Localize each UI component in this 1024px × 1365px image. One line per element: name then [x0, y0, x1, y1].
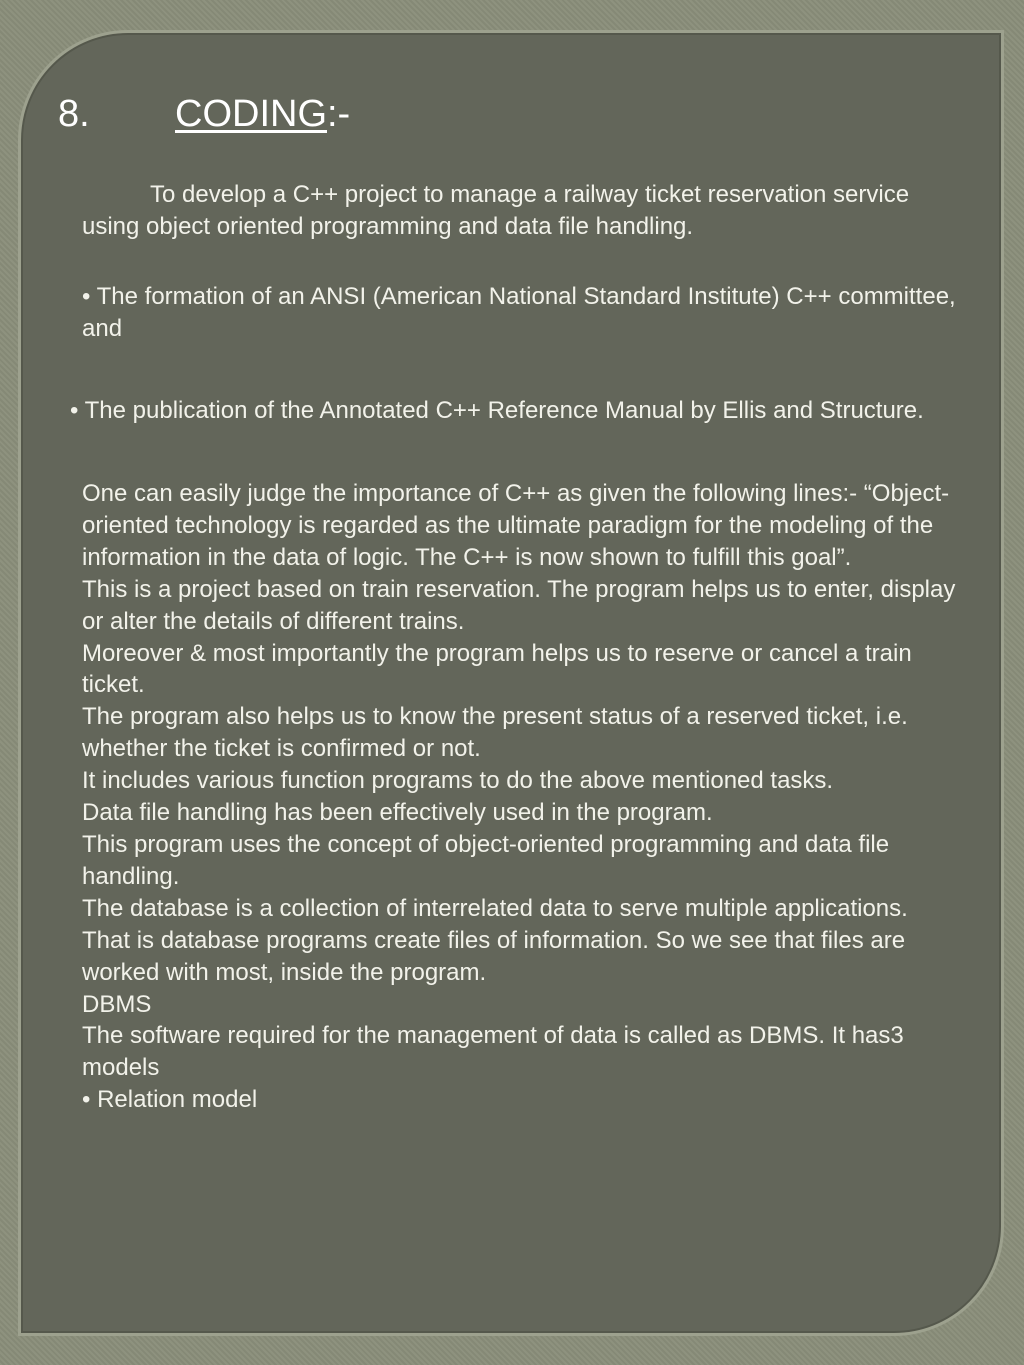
body-line-database: The database is a collection of interrelated data to serve multiple applications. That is database programs create files of information. So we see that files are worked with most, inside the program. — [82, 894, 908, 986]
slide-number: 8. — [58, 93, 90, 135]
body-text — [82, 478, 962, 1116]
body-line-relation-model: • Relation model — [82, 1086, 258, 1114]
body-line-reserve: Moreover & most importantly the program helps us to reserve or cancel a train ticket. — [82, 639, 912, 699]
body-line-oop-concept: This program uses the concept of object-oriented programming and data file handling. — [82, 830, 890, 890]
body-line-file-handling: Data file handling has been effectively used in the program. — [82, 799, 713, 827]
title-word: CODING — [175, 93, 327, 135]
bullet-ansi-committee: • The formation of an ANSI (American National Standard Institute) C++ committee, and — [82, 283, 956, 342]
title-suffix: :- — [327, 93, 351, 135]
body-line-status: The program also helps us to know the present status of a reserved ticket, i.e. whether the ticket is confirmed or not. — [82, 703, 908, 763]
intro-paragraph: To develop a C++ project to manage a railway ticket reservation service using object oriented programming and data file handling. — [82, 181, 910, 240]
bullet-annotated-manual: • The publication of the Annotated C++ Reference Manual by Ellis and Structure. — [70, 397, 924, 424]
body-line-dbms-definition: The software required for the management of data is called as DBMS. It has3 models — [82, 1022, 904, 1082]
body-line-importance: One can easily judge the importance of C++ as given the following lines:- “Object-oriented technology is regarded as the ultimate paradigm for the modeling of the information in the data of logic. The C++ is now shown to fulfill this goal”. — [82, 480, 950, 571]
slide-title — [58, 90, 350, 138]
body-line-dbms-heading: DBMS — [82, 990, 152, 1018]
body-line-project: This is a project based on train reservation. The program helps us to enter, display or alter the details of different trains. — [82, 575, 956, 635]
body-line-functions: It includes various function programs to do the above mentioned tasks. — [82, 767, 834, 795]
